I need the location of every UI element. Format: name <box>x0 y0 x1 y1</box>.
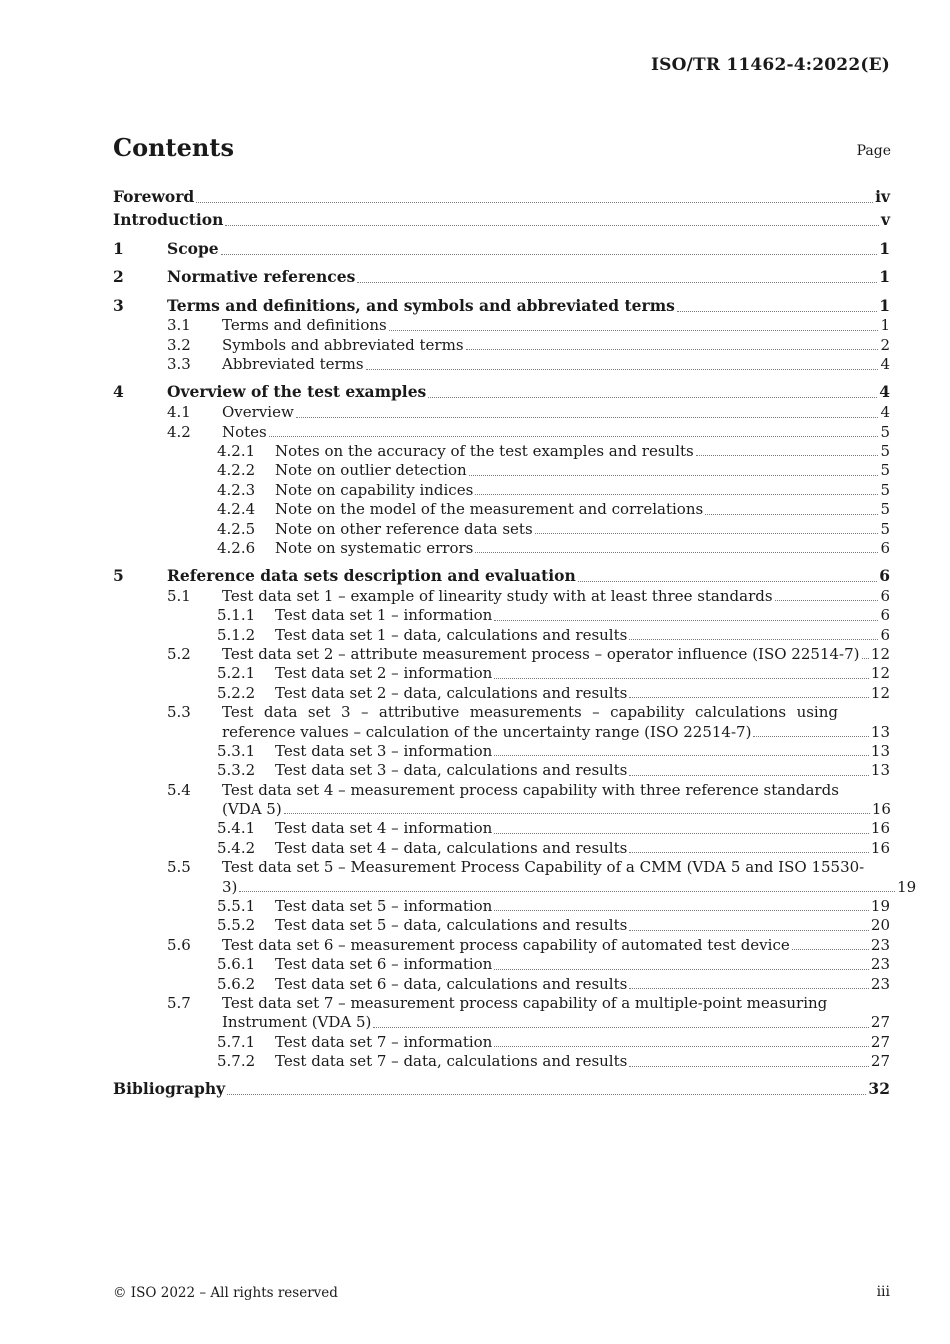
toc-title: Symbols and abbreviated terms <box>222 335 464 354</box>
toc-title: Test data set 1 – information <box>275 606 493 625</box>
toc-title-line <box>222 703 890 722</box>
toc-title: Terms and definitions <box>222 316 387 335</box>
toc-title: Overview of the test examples <box>167 382 427 402</box>
toc-entry[interactable] <box>113 539 890 558</box>
toc-leader <box>225 225 879 226</box>
toc-leader <box>862 658 869 659</box>
toc-page: 13 <box>870 722 890 741</box>
toc-title: Test data set 2 – attribute measurement process – operator influence (ISO 22514-7) <box>222 644 860 663</box>
toc-title: Note on capability indices <box>275 480 474 499</box>
toc-page: 12 <box>870 683 890 702</box>
toc-page: 5 <box>880 519 890 538</box>
toc-title: Overview <box>222 403 294 422</box>
toc-entry[interactable] <box>113 336 890 355</box>
toc-number: 5.2 <box>167 644 191 663</box>
toc-leader <box>705 514 878 515</box>
toc-entry[interactable] <box>113 442 890 461</box>
toc-page: 32 <box>868 1079 890 1099</box>
toc-leader <box>677 311 877 312</box>
toc-number: 5.2.2 <box>217 683 256 702</box>
toc-title: Test data set 7 – measurement process capability of a multiple-point measuring <box>222 994 828 1012</box>
toc-leader <box>269 436 879 437</box>
toc-entry[interactable] <box>113 839 890 858</box>
toc-number: 5.7 <box>167 994 191 1012</box>
toc-word: – <box>360 703 369 722</box>
toc-entry-overview-of-test-examples[interactable] <box>113 380 890 403</box>
toc-page: 27 <box>870 1032 890 1051</box>
toc-number: 5.7.1 <box>217 1032 256 1051</box>
toc-page: 6 <box>880 586 890 605</box>
toc-entry[interactable] <box>113 500 890 519</box>
toc-entry-bibliography[interactable] <box>113 1077 890 1100</box>
toc-entry[interactable] <box>113 819 890 838</box>
toc-page: iv <box>875 187 890 206</box>
toc-page: 13 <box>870 741 890 760</box>
toc-number: 4.2.2 <box>217 461 256 480</box>
toc-page: v <box>880 210 890 229</box>
toc-title: Note on other reference data sets <box>275 519 533 538</box>
toc-word: measurements <box>469 703 582 722</box>
toc-leader <box>357 282 877 283</box>
toc-entry[interactable] <box>113 897 890 916</box>
toc-page: 23 <box>870 974 890 993</box>
table-of-contents <box>113 185 917 1100</box>
toc-leader <box>494 1046 869 1047</box>
toc-entry[interactable] <box>113 781 890 820</box>
toc-title: Test data set 6 – measurement process capability of automated test device <box>222 935 790 954</box>
toc-entry[interactable] <box>113 587 890 606</box>
toc-leader <box>629 775 869 776</box>
toc-leader <box>753 736 868 737</box>
toc-leader <box>239 891 895 892</box>
toc-number: 5.6.2 <box>217 974 256 993</box>
toc-number: 5.5.1 <box>217 897 256 916</box>
toc-entry[interactable] <box>113 916 890 935</box>
toc-title: Test data set 2 – information <box>275 664 493 683</box>
toc-number: 5.4 <box>167 780 191 799</box>
toc-title: Test data set 6 – data, calculations and results <box>275 974 628 993</box>
toc-leader <box>373 1027 868 1028</box>
toc-leader <box>296 417 879 418</box>
toc-page: 6 <box>880 606 890 625</box>
toc-entry[interactable] <box>113 936 890 955</box>
toc-leader <box>629 639 878 640</box>
toc-page: 27 <box>870 1052 890 1071</box>
toc-title: Notes on the accuracy of the test examples and results <box>275 441 694 460</box>
toc-word: calculations <box>694 703 787 722</box>
footer-page-number: iii <box>876 1284 890 1300</box>
toc-leader <box>775 600 879 601</box>
toc-page: 19 <box>870 897 890 916</box>
toc-title: Test data set 7 – information <box>275 1032 493 1051</box>
toc-entry[interactable] <box>113 626 890 645</box>
toc-title: Test data set 5 – information <box>275 897 493 916</box>
toc-page: 2 <box>880 335 890 354</box>
toc-word: attributive <box>378 703 460 722</box>
toc-title: Test data set 1 – example of linearity study with at least three standards <box>222 586 773 605</box>
toc-number: 4.2.5 <box>217 519 256 538</box>
toc-number: 4.2.4 <box>217 500 256 519</box>
toc-entry[interactable] <box>113 742 890 761</box>
toc-number: 4.2.6 <box>217 538 256 557</box>
toc-entry[interactable] <box>113 955 890 974</box>
toc-page: 12 <box>870 664 890 683</box>
toc-title: Test data set 2 – data, calculations and results <box>275 683 628 702</box>
toc-page: 19 <box>897 877 917 896</box>
toc-number: 3.3 <box>167 355 191 374</box>
toc-title: Test data set 6 – information <box>275 955 493 974</box>
toc-page: 6 <box>879 565 890 585</box>
toc-leader <box>221 254 878 255</box>
toc-leader <box>629 988 869 989</box>
toc-page: 4 <box>880 403 890 422</box>
toc-leader <box>196 202 873 203</box>
document-id: ISO/TR 11462-4:2022(E) <box>650 55 890 75</box>
toc-page: 5 <box>880 500 890 519</box>
toc-leader <box>475 552 878 553</box>
toc-number: 3.2 <box>167 335 191 354</box>
toc-number: 5 <box>113 565 124 585</box>
toc-leader <box>494 910 869 911</box>
toc-entry[interactable] <box>113 403 890 422</box>
toc-entry[interactable] <box>113 645 890 664</box>
toc-leader <box>494 833 869 834</box>
toc-title: Notes <box>222 422 267 441</box>
toc-number: 5.1 <box>167 586 191 605</box>
toc-entry[interactable] <box>113 703 890 742</box>
toc-page: 20 <box>870 916 890 935</box>
toc-leader <box>227 1094 866 1095</box>
toc-title: Normative references <box>167 267 356 286</box>
toc-entry[interactable] <box>113 975 890 994</box>
toc-page: 4 <box>879 382 890 402</box>
toc-page: 6 <box>880 538 890 557</box>
toc-leader <box>578 581 877 582</box>
toc-entry-foreword[interactable] <box>113 185 890 208</box>
toc-page: 5 <box>880 441 890 460</box>
toc-number: 5.1.1 <box>217 606 256 625</box>
toc-entry[interactable] <box>113 684 890 703</box>
toc-leader <box>629 1066 869 1067</box>
toc-number: 4.2.1 <box>217 441 256 460</box>
toc-entry[interactable] <box>113 520 890 539</box>
toc-entry[interactable] <box>113 606 890 625</box>
toc-number: 4.1 <box>167 403 191 422</box>
toc-number: 5.6 <box>167 935 191 954</box>
toc-number: 4.2.3 <box>217 480 256 499</box>
toc-title: Test data set 5 – Measurement Process Capability of a CMM (VDA 5 and ISO 15530- <box>222 858 865 877</box>
toc-page: 1 <box>879 238 890 258</box>
toc-number: 5.3.2 <box>217 761 256 780</box>
toc-leader <box>494 620 878 621</box>
toc-entry[interactable] <box>113 317 890 336</box>
toc-leader <box>696 455 879 456</box>
toc-page: 13 <box>870 761 890 780</box>
toc-page: 1 <box>879 295 890 315</box>
toc-entry[interactable] <box>113 1033 890 1052</box>
toc-title: Note on systematic errors <box>275 538 474 557</box>
toc-title: Instrument (VDA 5) <box>222 1013 372 1032</box>
toc-word: data <box>263 703 298 722</box>
toc-title: Test data set 3 – data, calculations and results <box>275 761 628 780</box>
toc-page: 16 <box>871 800 891 819</box>
toc-page: 1 <box>880 316 890 335</box>
toc-leader <box>629 697 869 698</box>
footer-copyright: © ISO 2022 – All rights reserved <box>113 1285 338 1301</box>
toc-leader <box>629 930 869 931</box>
toc-title: Test data set 4 – data, calculations and results <box>275 838 628 857</box>
toc-number: 5.3.1 <box>217 741 256 760</box>
toc-page: 23 <box>870 935 890 954</box>
toc-page: 12 <box>870 644 890 663</box>
toc-title: Note on the model of the measurement and correlations <box>275 500 704 519</box>
toc-entry[interactable] <box>113 858 917 897</box>
toc-title: Test data set 1 – data, calculations and results <box>275 625 628 644</box>
toc-entry[interactable] <box>113 355 890 374</box>
toc-leader <box>389 330 879 331</box>
toc-title: Test data set 3 – information <box>275 741 493 760</box>
toc-title: Test data set 4 – measurement process capability with three reference standards <box>222 780 839 799</box>
toc-page: 23 <box>870 955 890 974</box>
toc-leader <box>469 475 879 476</box>
toc-word: using <box>796 703 838 722</box>
toc-title: Test data set 7 – data, calculations and results <box>275 1052 628 1071</box>
toc-number: 5.2.1 <box>217 664 256 683</box>
toc-title: Test data set 4 – information <box>275 819 493 838</box>
toc-page: 27 <box>870 1013 890 1032</box>
toc-title: Abbreviated terms <box>222 355 364 374</box>
toc-title: Terms and definitions, and symbols and abbreviated terms <box>167 295 675 315</box>
toc-number: 5.3 <box>167 703 191 722</box>
toc-entry[interactable] <box>113 994 890 1033</box>
toc-entry-terms-and-definitions[interactable] <box>113 294 890 317</box>
toc-entry[interactable] <box>113 423 890 442</box>
toc-word: Test <box>222 703 254 722</box>
toc-number: 4 <box>113 382 124 402</box>
toc-title: Introduction <box>113 210 224 229</box>
toc-number: 5.4.2 <box>217 838 256 857</box>
toc-entry[interactable] <box>113 461 890 480</box>
toc-title: 3) <box>222 877 238 896</box>
toc-page: 1 <box>879 267 890 286</box>
toc-word: capability <box>610 703 685 722</box>
toc-title: (VDA 5) <box>222 800 282 819</box>
toc-leader <box>494 678 869 679</box>
toc-number: 5.5.2 <box>217 916 256 935</box>
toc-page: 4 <box>880 355 890 374</box>
toc-entry-scope[interactable] <box>113 237 890 260</box>
toc-leader <box>494 755 869 756</box>
toc-number: 5.7.2 <box>217 1052 256 1071</box>
toc-entry-normative-references[interactable] <box>113 265 890 288</box>
toc-entry[interactable] <box>113 1052 890 1071</box>
toc-number: 3.1 <box>167 316 191 335</box>
toc-page: 5 <box>880 480 890 499</box>
toc-entry-introduction[interactable] <box>113 208 890 231</box>
toc-title: Foreword <box>113 187 195 206</box>
toc-title: Scope <box>167 238 219 258</box>
toc-word: – <box>592 703 600 722</box>
toc-leader <box>629 852 869 853</box>
toc-number: 3 <box>113 295 124 315</box>
toc-title: Bibliography <box>113 1079 226 1099</box>
toc-number: 2 <box>113 267 124 286</box>
toc-number: 4.2 <box>167 422 191 441</box>
toc-leader <box>494 969 869 970</box>
toc-leader <box>792 949 869 950</box>
toc-page: 16 <box>870 819 890 838</box>
toc-number: 5.4.1 <box>217 819 256 838</box>
toc-entry[interactable] <box>113 664 890 683</box>
toc-page: 5 <box>880 422 890 441</box>
toc-leader <box>475 494 878 495</box>
toc-leader <box>535 533 879 534</box>
toc-word: set <box>307 703 331 722</box>
toc-page: 5 <box>880 461 890 480</box>
toc-word: 3 <box>340 703 351 722</box>
toc-number: 5.6.1 <box>217 955 256 974</box>
toc-number: 5.1.2 <box>217 625 256 644</box>
toc-title: Reference data sets description and evaluation <box>167 565 576 585</box>
toc-number: 1 <box>113 238 124 258</box>
toc-title: Note on outlier detection <box>275 461 467 480</box>
page-column-label: Page <box>856 143 891 159</box>
toc-entry-reference-data-sets[interactable] <box>113 564 890 587</box>
toc-leader <box>466 349 879 350</box>
toc-page: 6 <box>880 625 890 644</box>
page-title: Contents <box>113 133 234 162</box>
toc-leader <box>366 369 879 370</box>
toc-leader <box>284 813 870 814</box>
toc-entry[interactable] <box>113 481 890 500</box>
toc-number: 5.5 <box>167 858 191 877</box>
toc-title: reference values – calculation of the uncertainty range (ISO 22514-7) <box>222 722 752 741</box>
toc-leader <box>428 397 877 398</box>
toc-entry[interactable] <box>113 761 890 780</box>
toc-page: 16 <box>870 838 890 857</box>
toc-title: Test data set 5 – data, calculations and results <box>275 916 628 935</box>
